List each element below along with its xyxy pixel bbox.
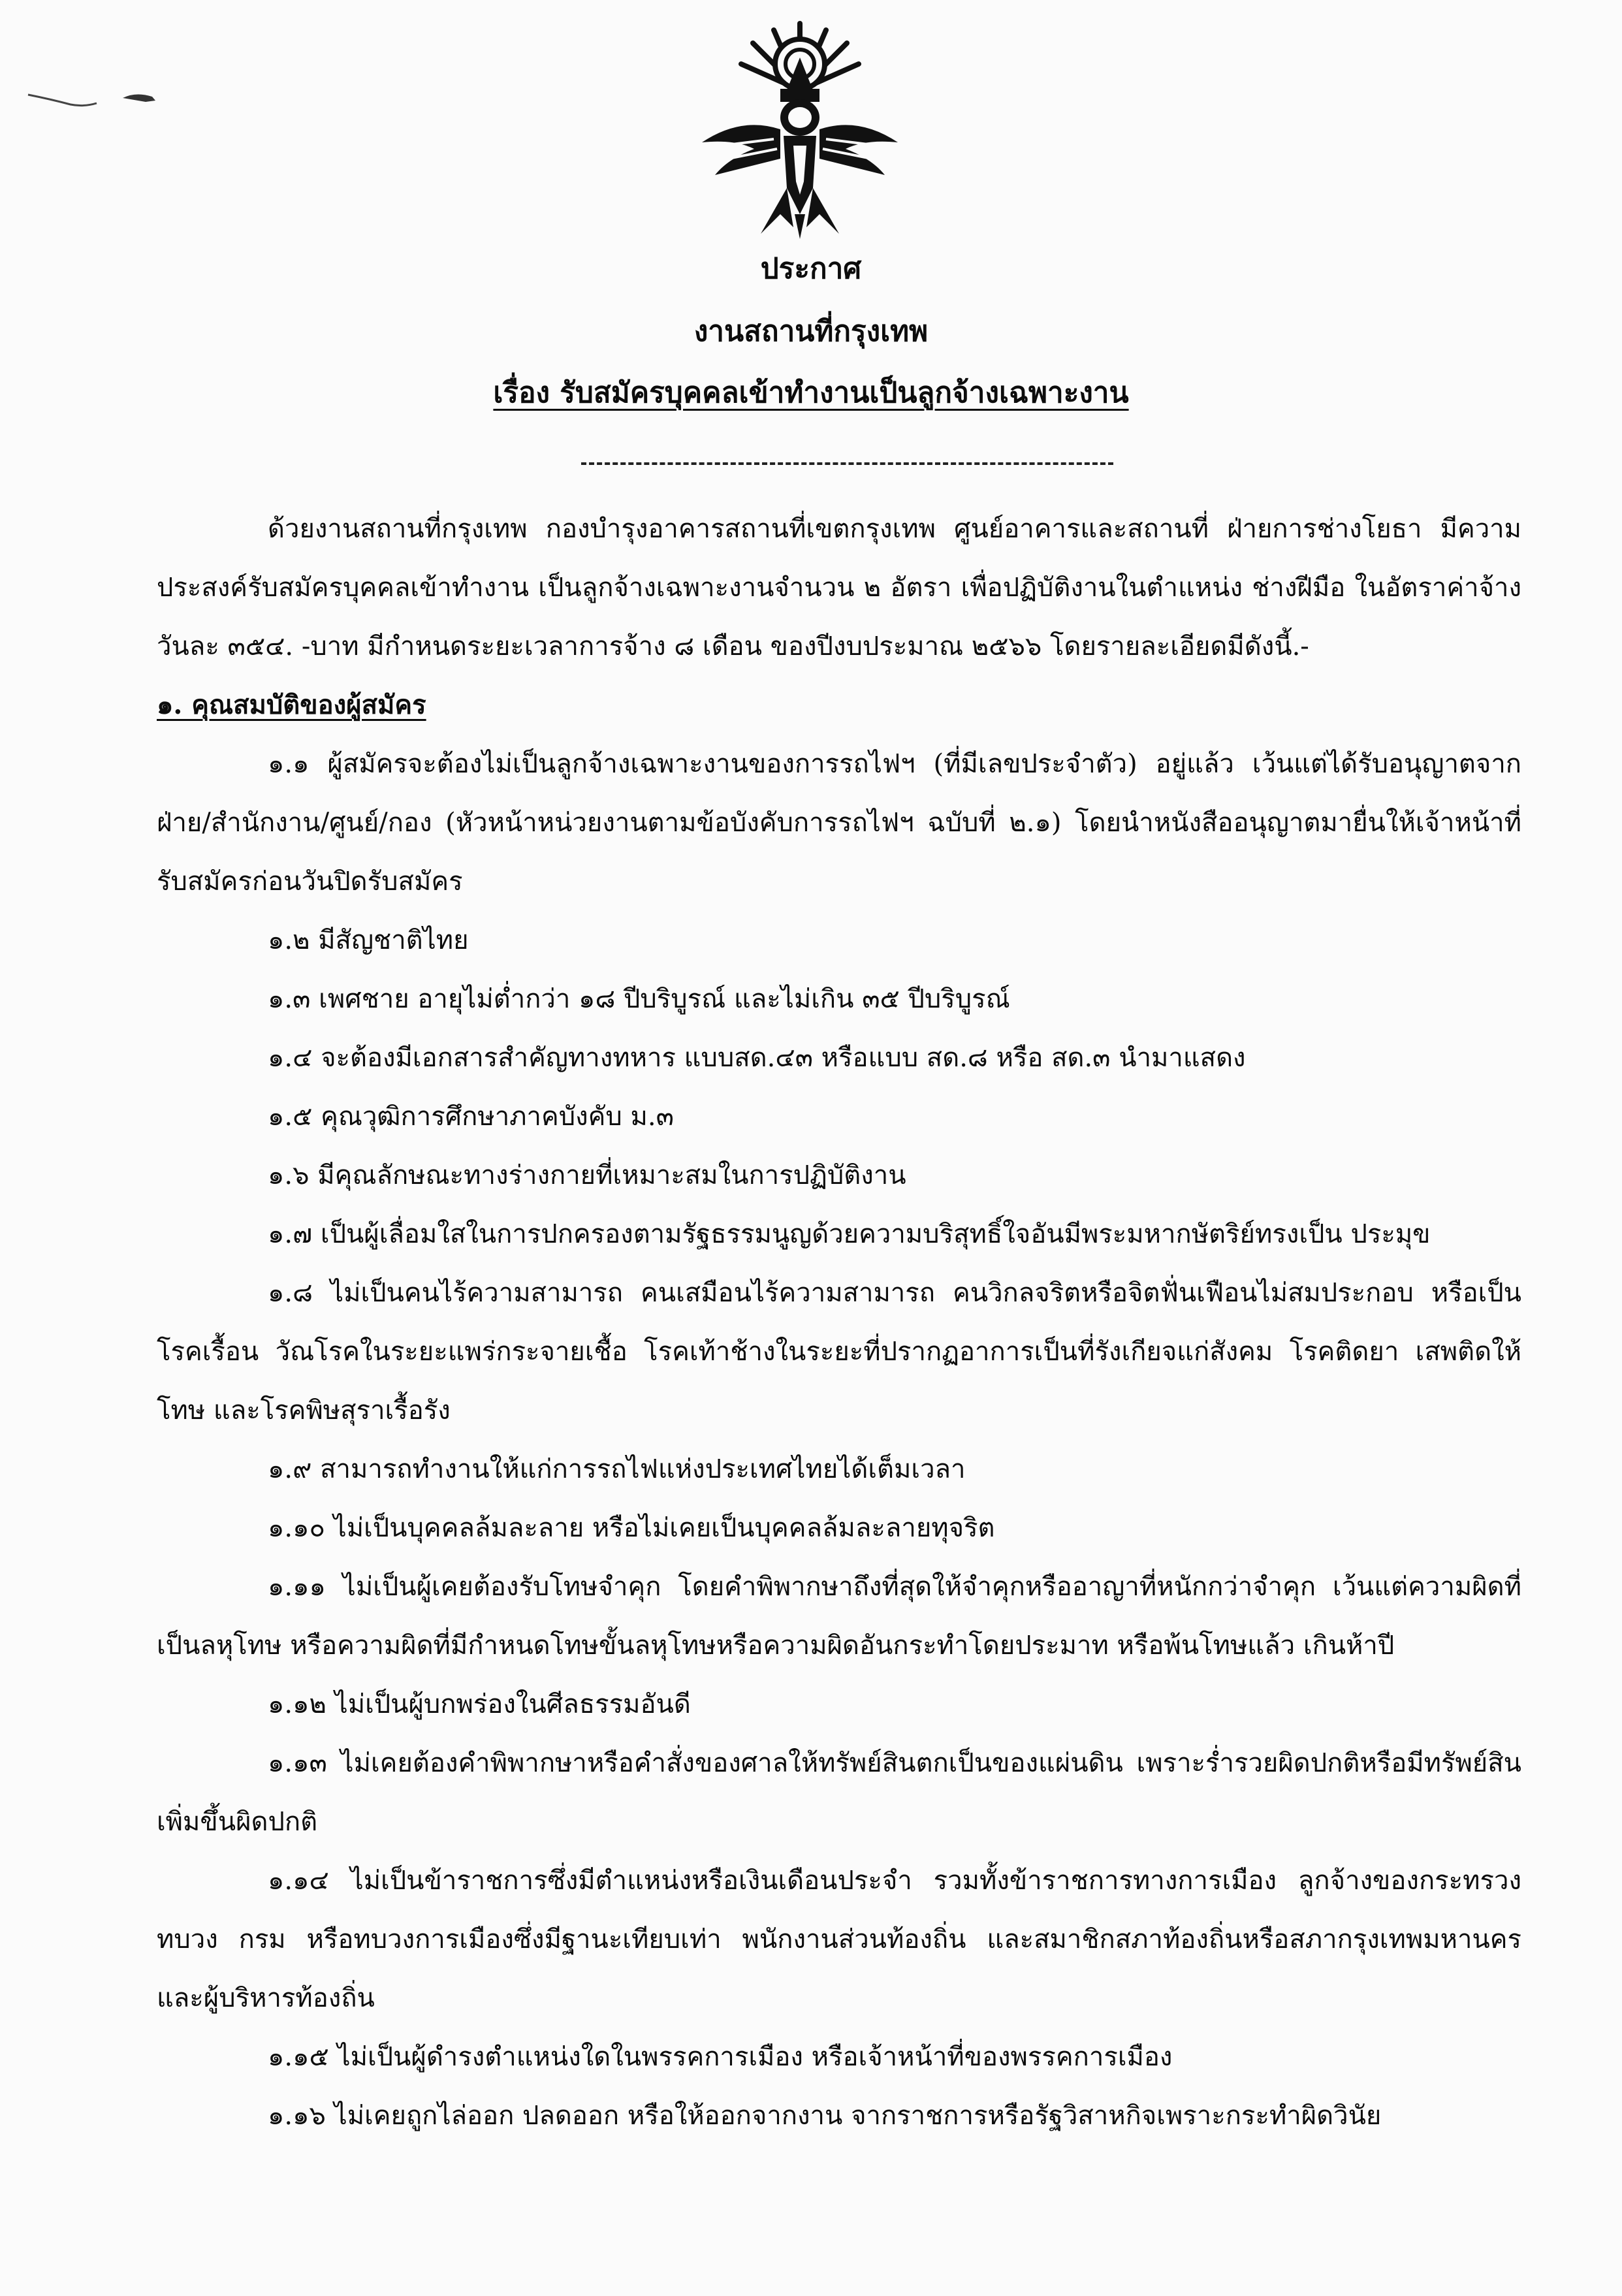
- qualification-item-1-5: ๑.๕ คุณวุฒิการศึกษาภาคบังคับ ม.๓: [268, 1102, 674, 1132]
- qualification-item-1-13: ๑.๑๓ ไม่เคยต้องคำพิพากษาหรือคำสั่งของศาลให้ทรัพย์สินตกเป็นของแผ่นดิน เพราะร่ำรวยผิดปกติหรือมีทรัพย์สินเพิ่มขึ้นผิดปกติ: [157, 1748, 1521, 1837]
- announcement-title: ประกาศ: [760, 252, 862, 285]
- qualification-item-1-16: ๑.๑๖ ไม่เคยถูกไล่ออก ปลดออก หรือให้ออกจากงาน จากราชการหรือรัฐวิสาหกิจเพราะกระทำผิดวินัย: [268, 2101, 1382, 2131]
- qualification-item-1-14: ๑.๑๔ ไม่เป็นข้าราชการซึ่งมีตำแหน่งหรือเงินเดือนประจำ รวมทั้งข้าราชการทางการเมือง ลูกจ้างของกระทรวง ทบวง กรม หรือทบวงการเมืองซึ่งมีฐานะเทียบเท่า พนักงานส่วนท้องถิ่น และสมาชิกสภาท้องถิ่นหรือสภากรุงเทพมหานคร และผู้บริหารท้องถิ่น: [157, 1866, 1521, 2013]
- section-1-heading: ๑. คุณสมบัติของผู้สมัคร: [157, 690, 426, 720]
- qualification-item-1-8: ๑.๘ ไม่เป็นคนไร้ความสามารถ คนเสมือนไร้ความสามารถ คนวิกลจริตหรือจิตฟั่นเฟือนไม่สมประกอบ หรือเป็นโรคเรื้อน วัณโรคในระยะแพร่กระจายเชื้อ โรคเท้าช้างในระยะที่ปรากฏอาการเป็นที่รังเกียจแก่สังคม โรคติดยา เสพติดให้โทษ และโรคพิษสุราเรื้อรัง: [157, 1278, 1521, 1426]
- qualification-item-1-3: ๑.๓ เพศชาย อายุไม่ต่ำกว่า ๑๘ ปีบริบูรณ์ และไม่เกิน ๓๕ ปีบริบูรณ์: [268, 984, 1010, 1014]
- qualification-item-1-10: ๑.๑๐ ไม่เป็นบุคคลล้มละลาย หรือไม่เคยเป็นบุคคลล้มละลายทุจริต: [268, 1513, 995, 1543]
- announcement-body: [157, 500, 1521, 2145]
- announcement-subject: เรื่อง รับสมัครบุคคลเข้าทำงานเป็นลูกจ้างเฉพาะงาน: [493, 376, 1129, 409]
- qualification-item-1-6: ๑.๖ มีคุณลักษณะทางร่างกายที่เหมาะสมในการปฏิบัติงาน: [268, 1160, 906, 1190]
- qualification-item-1-15: ๑.๑๕ ไม่เป็นผู้ดำรงตำแหน่งใดในพรรคการเมือง หรือเจ้าหน้าที่ของพรรคการเมือง: [268, 2042, 1173, 2072]
- scan-smudge-mark: [25, 85, 162, 111]
- qualification-item-1-12: ๑.๑๒ ไม่เป็นผู้บกพร่องในศีลธรรมอันดี: [268, 1689, 691, 1719]
- intro-paragraph: ด้วยงานสถานที่กรุงเทพ กองบำรุงอาคารสถานที่เขตกรุงเทพ ศูนย์อาคารและสถานที่ ฝ่ายการช่างโยธา มีความประสงค์รับสมัครบุคคลเข้าทำงาน เป็นลูกจ้างเฉพาะงานจำนวน ๒ อัตรา เพื่อปฏิบัติงานในตำแหน่ง ช่างฝีมือ ในอัตราค่าจ้างวันละ ๓๕๔. -บาท มีกำหนดระยะเวลาการจ้าง ๘ เดือน ของปีงบประมาณ ๒๕๖๖ โดยรายละเอียดมีดังนี้.-: [157, 514, 1521, 662]
- qualification-item-1-2: ๑.๒ มีสัญชาติไทย: [268, 925, 469, 955]
- state-railway-garuda-emblem-icon: [689, 18, 911, 240]
- agency-name: งานสถานที่กรุงเทพ: [693, 315, 929, 348]
- qualification-item-1-1: ๑.๑ ผู้สมัครจะต้องไม่เป็นลูกจ้างเฉพาะงานของการรถไฟฯ (ที่มีเลขประจำตัว) อยู่แล้ว เว้นแต่ได้รับอนุญาตจาก ฝ่าย/สำนักงาน/ศูนย์/กอง (หัวหน้าหน่วยงานตามข้อบังคับการรถไฟฯ ฉบับที่ ๒.๑) โดยนำหนังสืออนุญาตมายื่นให้เจ้าหน้าที่รับสมัครก่อนวันปิดรับสมัคร: [157, 749, 1521, 897]
- qualification-item-1-9: ๑.๙ สามารถทำงานให้แก่การรถไฟแห่งประเทศไทยได้เต็มเวลา: [268, 1454, 966, 1484]
- qualification-item-1-4: ๑.๔ จะต้องมีเอกสารสำคัญทางทหาร แบบสด.๔๓ หรือแบบ สด.๘ หรือ สด.๓ นำมาแสดง: [268, 1043, 1246, 1073]
- section-1-heading-row: [157, 676, 1521, 735]
- qualification-item-1-7: ๑.๗ เป็นผู้เลื่อมใสในการปกครองตามรัฐธรรมนูญด้วยความบริสุทธิ์ใจอันมีพระมหากษัตริย์ทรงเป็น ประมุข: [268, 1219, 1431, 1249]
- dashed-divider: [581, 462, 1113, 465]
- qualification-item-1-11: ๑.๑๑ ไม่เป็นผู้เคยต้องรับโทษจำคุก โดยคำพิพากษาถึงที่สุดให้จำคุกหรืออาญาที่หนักกว่าจำคุก เว้นแต่ความผิดที่เป็นลหุโทษ หรือความผิดที่มีกำหนดโทษขั้นลหุโทษหรือความผิดอันกระทำโดยประมาท หรือพ้นโทษแล้ว เกินห้าปี: [157, 1572, 1521, 1661]
